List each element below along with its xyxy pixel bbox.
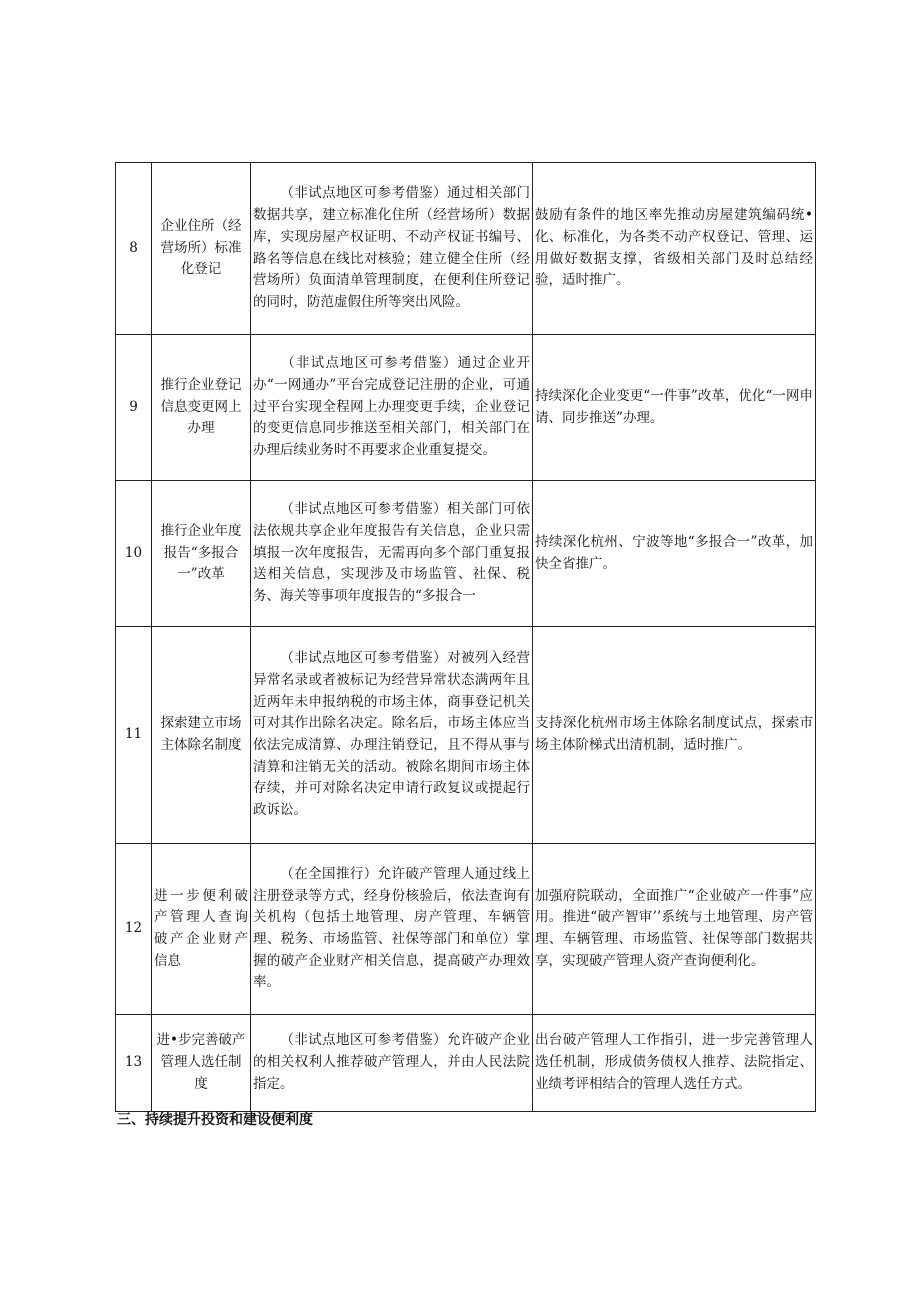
row-number: 9 bbox=[116, 335, 152, 481]
province-plan: 加强府院联动，全面推广“企业破产一件事”应用。推进“破产智审’’系统与土地管理、房产管理、车辆管理、市场监管、社保等部门数据共享，实现破产管理人资产查询便利化。 bbox=[533, 844, 816, 1015]
reform-measure: （非试点地区可参考借鉴）允许破产企业的相关权利人推荐破产管理人，并由人民法院指定。 bbox=[251, 1015, 533, 1112]
reform-item: 推行企业登记信息变更网上办理 bbox=[152, 335, 251, 481]
reform-measure: （非试点地区可参考借鉴）相关部门可依法依规共享企业年度报告有关信息，企业只需填报一次年度报告，无需再向多个部门重复报送相关信息，实现涉及市场监管、社保、税务、海关等事项年度报告的“多报合一 bbox=[251, 481, 533, 627]
reform-measure: （非试点地区可参考借鉴）通过企业开办“一网通办”平台完成登记注册的企业，可通过平台实现全程网上办理变更手续，企业登记的变更信息同步推送至相关部门，相关部门在办理后续业务时不再要求企业重复提交。 bbox=[251, 335, 533, 481]
reform-item: 探索建立市场主体除名制度 bbox=[152, 627, 251, 844]
province-plan: 持续深化企业变更“一件事”改革，优化“一网申请、同步推送”办理。 bbox=[533, 335, 816, 481]
row-number: 12 bbox=[116, 844, 152, 1015]
section-heading: 三、持续提升投资和建设便利度 bbox=[117, 1112, 313, 1128]
province-plan: 出台破产管理人工作指引，进一步完善管理人选任机制，形成债务债权人推荐、法院指定、业绩考评相结合的管理人选任方式。 bbox=[533, 1015, 816, 1112]
reform-measure: （非试点地区可参考借鉴）对被列入经营异常名录或者被标记为经营异常状态满两年且近两年未申报纳税的市场主体，商事登记机关可对其作出除名决定。除名后，市场主体应当依法完成清算、办理注销登记，且不得从事与清算和注销无关的活动。被除名期间市场主体存续，并可对除名决定申请行政复议或提起行政诉讼。 bbox=[251, 627, 533, 844]
province-plan: 鼓励有条件的地区率先推动房屋建筑编码统•化、标准化，为各类不动产权登记、管理、运用做好数据支撑，省级相关部门及时总结经验，适时推广。 bbox=[533, 163, 816, 335]
table-row bbox=[116, 163, 816, 335]
province-plan: 支持深化杭州市场主体除名制度试点，探索市场主体阶梯式出清机制，适时推广。 bbox=[533, 627, 816, 844]
reform-item: 企业住所（经营场所）标准化登记 bbox=[152, 163, 251, 335]
row-number: 13 bbox=[116, 1015, 152, 1112]
row-number: 11 bbox=[116, 627, 152, 844]
row-number: 10 bbox=[116, 481, 152, 627]
table-row bbox=[116, 335, 816, 481]
reform-measure: （在全国推行）允许破产管理人通过线上注册登录等方式，经身份核验后，依法查询有关机构（包括土地管理、房产管理、车辆管理、税务、市场监管、社保等部门和单位）掌握的破产企业财产相关信息，提高破产办理效率。 bbox=[251, 844, 533, 1015]
table-row bbox=[116, 844, 816, 1015]
reform-item: 进一步便利破产管理人查询破产企业财产信息 bbox=[152, 844, 251, 1015]
table-row bbox=[116, 627, 816, 844]
reform-item: 进•步完善破产管理人选任制度 bbox=[152, 1015, 251, 1112]
reform-item: 推行企业年度报告“多报合一”改革 bbox=[152, 481, 251, 627]
province-plan: 持续深化杭州、宁波等地“多报合一”改革，加快全省推广。 bbox=[533, 481, 816, 627]
reform-measure: （非试点地区可参考借鉴）通过相关部门数据共享，建立标准化住所（经营场所）数据库，实现房屋产权证明、不动产权证书编号、路名等信息在线比对核验；建立健全住所（经营场所）负面清单管理制度，在便利住所登记的同时，防范虚假住所等突出风险。 bbox=[251, 163, 533, 335]
reform-measures-table bbox=[115, 162, 816, 1112]
row-number: 8 bbox=[116, 163, 152, 335]
table-row bbox=[116, 481, 816, 627]
table-row bbox=[116, 1015, 816, 1112]
